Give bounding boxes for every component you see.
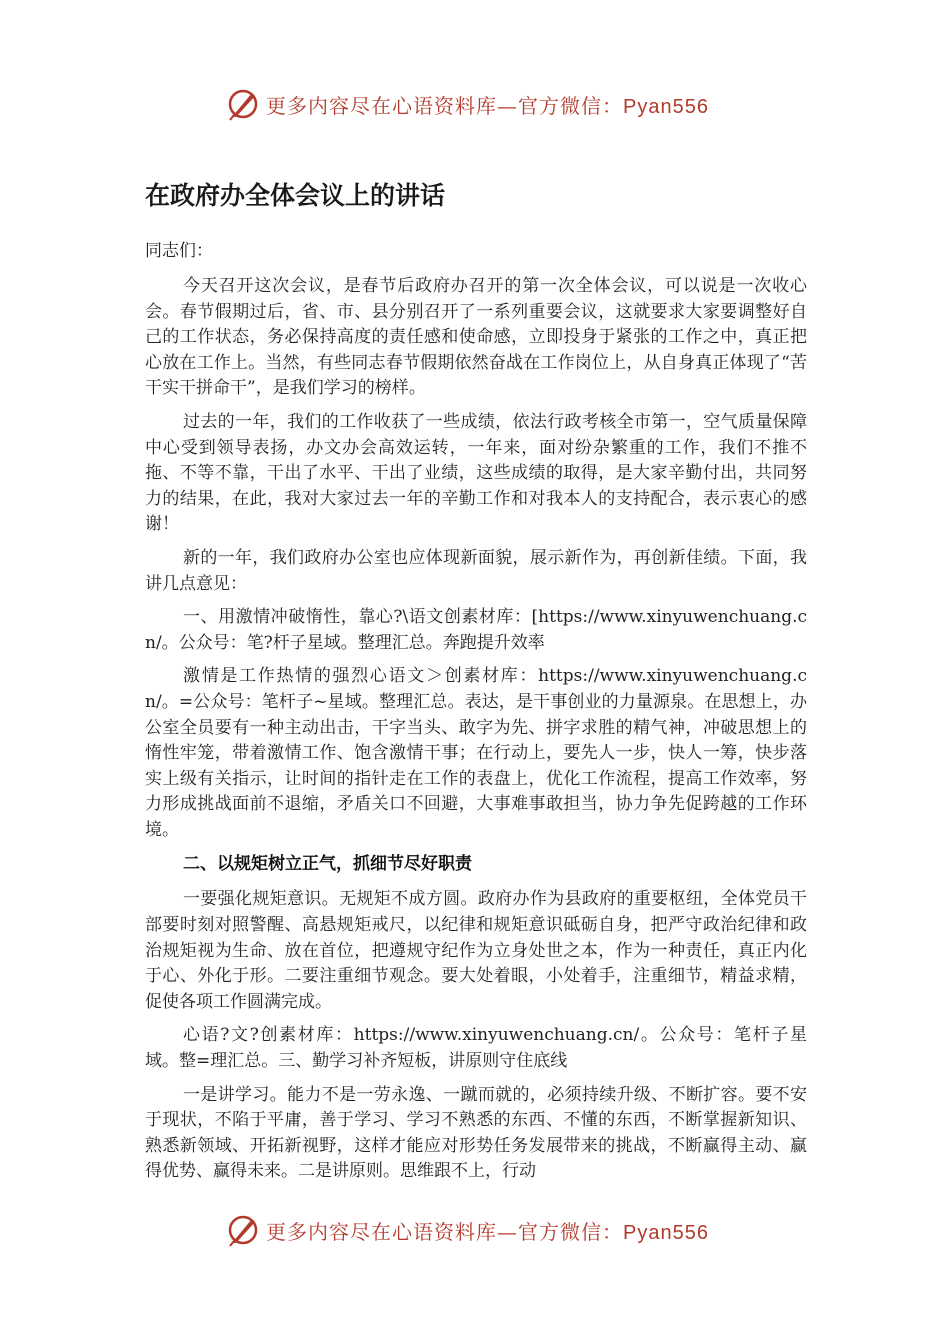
banner-text: 更多内容尽在心语资料库—官方微信：Pyan556 (266, 1219, 709, 1244)
banner-text: 更多内容尽在心语资料库—官方微信：Pyan556 (266, 93, 709, 118)
section-1-heading-paragraph: 一、用激情冲破惰性，靠心?\语文创素材库：[https://www.xinyuwenchuang.cn/。公众号：笔?杆子星域。整理汇总。奔跑提升效率 (145, 607, 807, 653)
document-title: 在政府办全体会议上的讲话 (145, 181, 446, 210)
document-body (145, 178, 807, 1193)
banner-wechat-id: Pyan556 (623, 95, 709, 118)
quill-pen-logo-icon (226, 87, 260, 121)
footer-banner (226, 1210, 746, 1250)
paragraph-1: 今天召开这次会议，是春节后政府办召开的第一次全体会议，可以说是一次收心会。春节假期过后，省、市、县分别召开了一系列重要会议，这就要求大家要调整好自己的工作状态，务必保持高度的责任感和使命感，立即投身于紧张的工作之中，真正把心放在工作上。当然，有些同志春节假期依然奋战在工作岗位上，从自身真正体现了“苦干实干拼命干”，是我们学习的榜样。 (145, 276, 807, 399)
greeting: 同志们： (145, 241, 213, 261)
paragraph-7: 一是讲学习。能力不是一劳永逸、一蹴而就的，必须持续升级、不断扩容。要不安于现状，不陷于平庸，善于学习、学习不熟悉的东西、不懂的东西，不断掌握新知识、熟悉新领域、开拓新视野，这样才能应对形势任务发展带来的挑战，不断赢得主动、赢得优势、赢得未来。二是讲原则。思维跟不上，行动 (145, 1084, 807, 1182)
quill-pen-logo-icon (226, 1213, 260, 1247)
paragraph-2: 过去的一年，我们的工作收获了一些成绩，依法行政考核全市第一，空气质量保障中心受到领导表扬，办文办会高效运转，一年来，面对纷杂繁重的工作，我们不推不拖、不等不靠，干出了水平、干出了业绩，这些成绩的取得，是大家辛勤付出，共同努力的结果，在此，我对大家过去一年的辛勤工作和对我本人的支持配合，表示衷心的感谢！ (145, 411, 807, 535)
paragraph-3: 新的一年，我们政府办公室也应体现新面貌，展示新作为，再创新佳绩。下面，我讲几点意见： (145, 547, 807, 594)
banner-wechat-id: Pyan556 (623, 1221, 709, 1244)
paragraph-4: 激情是工作热情的强烈心语文＞创素材库：https://www.xinyuwenchuang.cn/。=公众号：笔杆子~星域。整理汇总。表达，是干事创业的力量源泉。在思想上，办公室全员要有一种主动出击，干字当头、敢字为先、拼字求胜的精气神，冲破思想上的惰性牢笼，带着激情工作、饱含激情干事；在行动上，要先人一步，快人一筹，快步落实上级有关指示，让时间的指针走在工作的表盘上，优化工作流程，提高工作效率，努力形成挑战面前不退缩，矛盾关口不回避，大事难事敢担当，协力争先促跨越的工作环境。 (145, 666, 807, 840)
header-banner (226, 84, 746, 124)
paragraph-6: 心语?文?创素材库：https://www.xinyuwenchuang.cn/。公众号：笔杆子星域。整=理汇总。三、勤学习补齐短板，讲原则守住底线 (145, 1025, 807, 1072)
paragraph-5: 一要强化规矩意识。无规矩不成方圆。政府办作为县政府的重要枢纽，全体党员干部要时刻对照警醒、高悬规矩戒尺，以纪律和规矩意识砥砺自身，把严守政治纪律和政治规矩视为生命、放在首位，把遵规守纪作为立身处世之本，作为一种责任，真正内化于心、外化于形。二要注重细节观念。要大处着眼，小处着手，注重细节，精益求精，促使各项工作圆满完成。 (145, 889, 807, 1012)
section-2-heading: 二、以规矩树立正气，抓细节尽好职责 (183, 854, 472, 875)
